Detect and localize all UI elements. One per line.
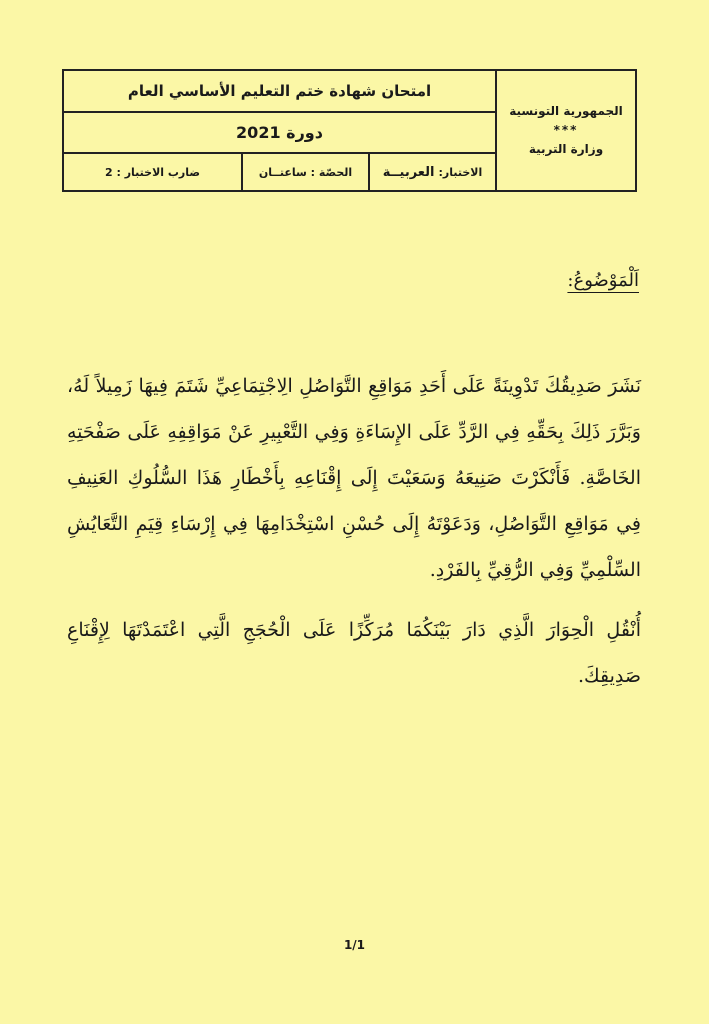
- page-number: 1/1: [343, 938, 366, 952]
- task-paragraph: أُنْقُلِ الْحِوَارَ الَّذِي دَارَ بَيْنَكُمَا مُرَكِّزًا عَلَى الْحُجَجِ الَّتِي اعْتَمَدْتَهَا لِإِقْنَاعِ صَدِيقِكَ.: [67, 619, 641, 687]
- duration-cell: الحصّة : ساعتــان: [241, 154, 368, 190]
- republic-label: الجمهورية التونسية: [509, 103, 623, 118]
- exam-details-row: [64, 154, 495, 190]
- ministry-label: وزارة التربية: [528, 142, 604, 157]
- exam-header-table: [62, 69, 637, 192]
- exam-title: امتحان شهادة ختم التعليم الأساسي العام: [64, 71, 495, 113]
- exam-info-cell: [64, 71, 495, 190]
- ministry-cell: [495, 71, 635, 190]
- section-title: اَلْمَوْضُوعُ:: [567, 270, 639, 291]
- coefficient-cell: ضارب الاختبار : 2: [104, 165, 201, 179]
- exam-session: دورة 2021: [64, 113, 495, 154]
- subject-value: العربيــة: [382, 164, 435, 180]
- subject-label: الاختبار:: [438, 165, 483, 179]
- subject-cell: [368, 154, 495, 190]
- stars-decoration: ***: [553, 122, 579, 137]
- prompt-paragraph: نَشَرَ صَدِيقُكَ تَدْوِينَةً عَلَى أَحَدِ مَوَاقِعِ التَّوَاصُلِ الِاجْتِمَاعِيِّ شَتَمَ فِيهَا زَمِيلاً لَهُ، وَبَرَّرَ ذَلِكَ بِحَقِّهِ فِي الرَّدِّ عَلَى الإِسَاءَةِ وَفِي التَّعْبِيرِ عَنْ مَوَاقِفِهِ عَلَى صَفْحَتِهِ الخَاصَّةِ. فَأَنْكَرْتَ صَنِيعَهُ وَسَعَيْتَ إِلَى إِقْنَاعِهِ بِأَخْطَارِ هَذَا السُّلُوكِ العَنِيفِ فِي مَوَاقِعِ التَّوَاصُلِ، وَدَعَوْتَهُ إِلَى حُسْنِ اسْتِخْدَامِهَا فِي إِرْسَاءِ قِيَمِ التَّعَايُشِ السِّلْمِيِّ وَفِي الرُّقِيِّ بِالفَرْدِ.: [67, 375, 641, 581]
